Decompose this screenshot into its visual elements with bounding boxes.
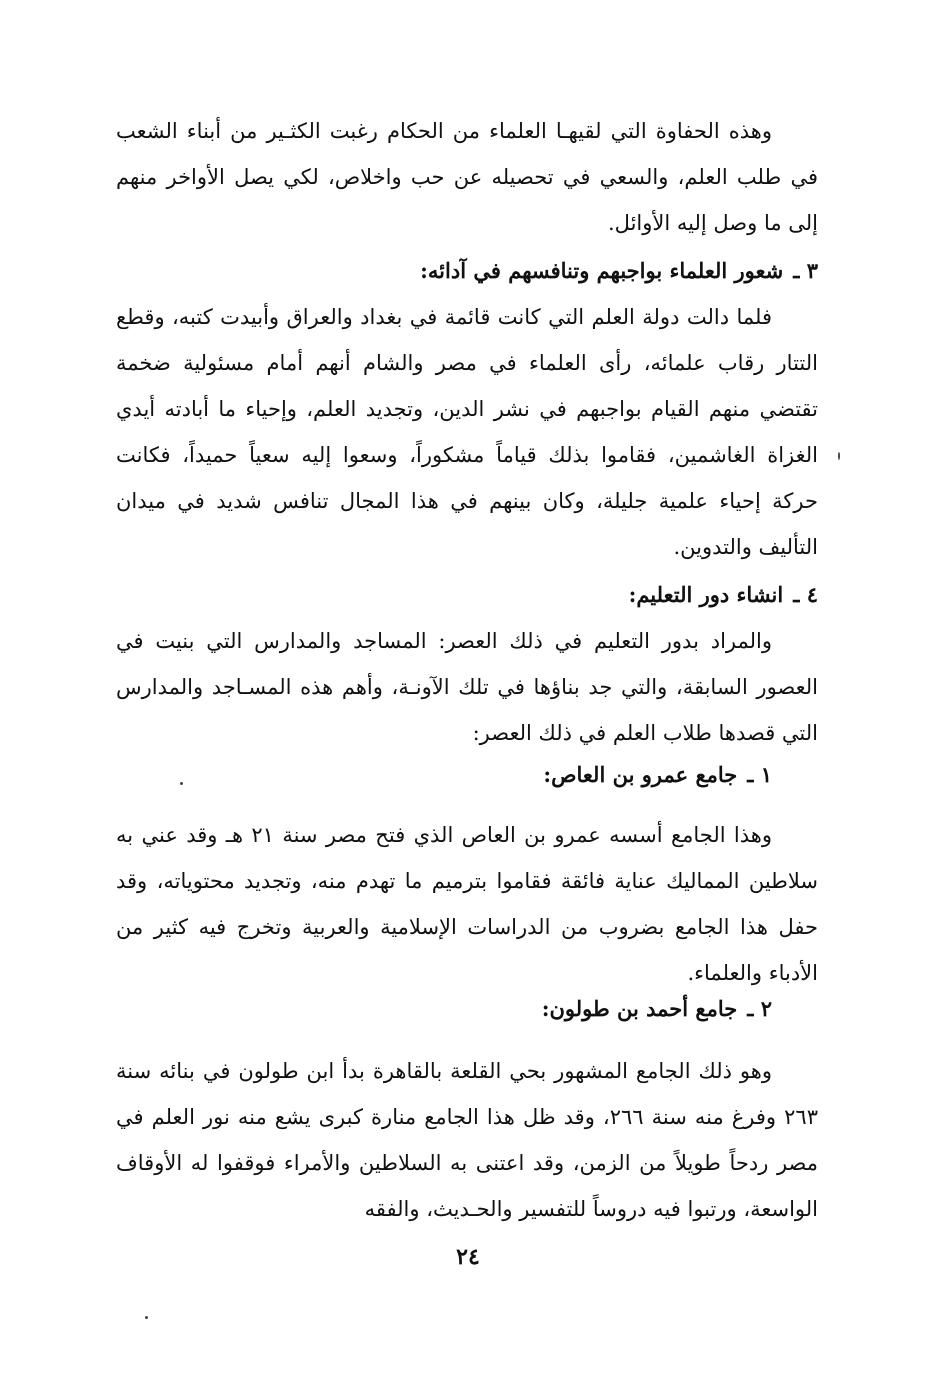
section-4-number: ٤ ـ [793, 582, 818, 607]
scan-speck [838, 452, 840, 460]
section-3-block [116, 248, 818, 570]
mosque-2-title: جامع أحمد بن طولون: [541, 996, 738, 1021]
section-4-title: انشاء دور التعليم: [628, 582, 784, 607]
mosque-1-number: ١ ـ [747, 762, 772, 787]
mosque-1-paragraph: وهذا الجامع أسسه عمرو بن العاص الذي فتح مصر سنة ٢١ هـ وقد عني به سلاطين المماليك عناية فائقة فقاموا بترميم ما تهدم منه، وتجديد محتوياته، وقد حفل هذا الجامع بضروب من الدراسات الإسلامية والعربية وتخرج فيه كثير من الأدباء والعلماء. [116, 823, 818, 985]
mosque-2-heading [116, 986, 818, 1032]
mosque-2-paragraph: وهو ذلك الجامع المشهور بحي القلعة بالقاهرة بدأ ابن طولون في بنائه سنة ٢٦٣ وفرغ منه سنة ٢٦٦، وقد ظل هذا الجامع منارة كبرى يشع منه نور العلم في مصر ردحاً طويلاً من الزمن، وقد اعتنى به السلاطين والأمراء فوقفوا له الأوقاف الواسعة، ورتبوا فيه دروساً للتفسير والحـديث، والفقه [116, 1059, 818, 1221]
page-number: ٢٤ [456, 1244, 480, 1270]
mosque-2-heading-block [116, 986, 818, 1032]
section-3-heading [116, 248, 818, 294]
section-3-number: ٣ ـ [793, 258, 818, 283]
mosque-1-heading [116, 752, 818, 798]
scan-speck [180, 782, 183, 785]
mosque-2-paragraph-block [116, 1048, 818, 1232]
mosque-2-number: ٢ ـ [747, 996, 772, 1021]
intro-paragraph-block [116, 108, 818, 246]
section-3-title: شعور العلماء بواجبهم وتنافسهم في آدائه: [420, 258, 784, 283]
scan-speck [145, 1316, 148, 1319]
section-4-heading [116, 572, 818, 618]
section-4-paragraph: والمراد بدور التعليم في ذلك العصر: المساجد والمدارس التي بنيت في العصور السابقة، والتي جد بناؤها في تلك الآونـة، وأهم هذه المسـاجد والمدارس التي قصدها طلاب العلم في ذلك العصر: [116, 629, 818, 745]
section-3-paragraph: فلما دالت دولة العلم التي كانت قائمة في بغداد والعراق وأبيدت كتبه، وقطع التتار رقاب علمائه، رأى العلماء في مصر والشام أنهم أمام مسئولية ضخمة تقتضي منهم القيام بواجبهم في نشر الدين، وتجديد العلم، وإحياء ما أبادته أيدي الغزاة الغاشمين، فقاموا بذلك قياماً مشكوراً، وسعوا إليه سعياً حميداً، فكانت حركة إحياء علمية جليلة، وكان بينهم في هذا المجال تنافس شديد في ميدان التأليف والتدوين. [116, 305, 818, 559]
mosque-1-block [116, 752, 818, 996]
mosque-1-title: جامع عمرو بن العاص: [543, 762, 738, 787]
intro-paragraph: وهذه الحفاوة التي لقيهـا العلماء من الحكام رغبت الكثـير من أبناء الشعب في طلب العلم، والسعي في تحصيله عن حب واخلاص، لكي يصل الأواخر منهم إلى ما وصل إليه الأوائل. [116, 119, 818, 235]
section-4-block [116, 572, 818, 756]
